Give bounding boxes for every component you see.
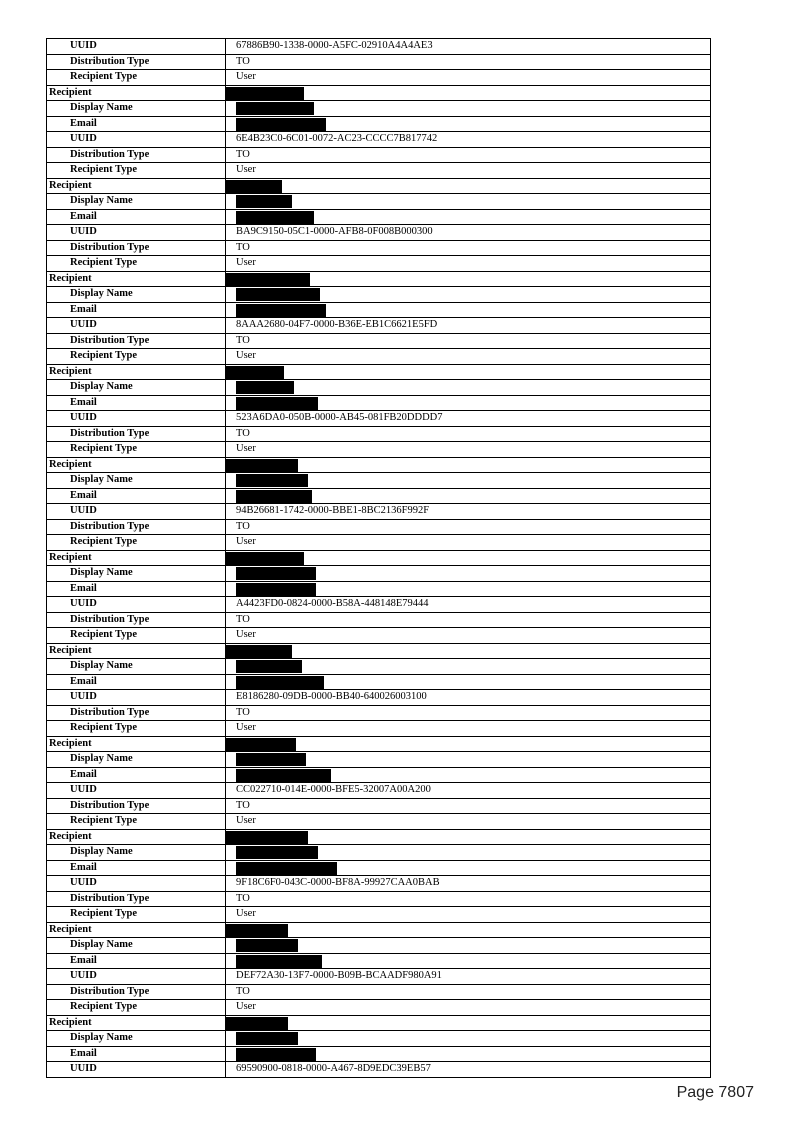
redaction-bar (236, 753, 306, 766)
field-label: Recipient (47, 736, 226, 752)
distribution-type-row (47, 984, 711, 1000)
redaction-bar (226, 87, 304, 100)
field-value (226, 1031, 711, 1047)
redaction-bar (236, 567, 316, 580)
field-value: A4423FD0-0824-0000-B58A-448148E79444 (226, 597, 711, 613)
email-row (47, 581, 711, 597)
field-label: Display Name (47, 1031, 226, 1047)
field-label: Email (47, 767, 226, 783)
recipient-type-row (47, 163, 711, 179)
distribution-type-row (47, 705, 711, 721)
field-value: TO (226, 333, 711, 349)
field-label: Recipient Type (47, 535, 226, 551)
field-value: User (226, 70, 711, 86)
field-label: Recipient (47, 829, 226, 845)
field-value: TO (226, 891, 711, 907)
redaction-bar (236, 939, 298, 952)
field-value (226, 860, 711, 876)
recipient-type-row (47, 535, 711, 551)
field-label: Distribution Type (47, 333, 226, 349)
distribution-type-row (47, 333, 711, 349)
field-label: Distribution Type (47, 519, 226, 535)
redaction-bar (226, 552, 304, 565)
redaction-bar (236, 862, 337, 875)
field-value: TO (226, 519, 711, 535)
field-label: UUID (47, 690, 226, 706)
field-label: UUID (47, 411, 226, 427)
field-value: 8AAA2680-04F7-0000-B36E-EB1C6621E5FD (226, 318, 711, 334)
distribution-type-row (47, 798, 711, 814)
field-label: Display Name (47, 659, 226, 675)
email-row (47, 209, 711, 225)
redaction-bar (226, 273, 310, 286)
field-label: UUID (47, 597, 226, 613)
field-value (226, 643, 711, 659)
field-value (226, 581, 711, 597)
field-value (226, 194, 711, 210)
display-name-row (47, 566, 711, 582)
recipient-type-row (47, 814, 711, 830)
email-row (47, 674, 711, 690)
field-value: User (226, 1000, 711, 1016)
field-value: 523A6DA0-050B-0000-AB45-081FB20DDDD7 (226, 411, 711, 427)
page-number: Page 7807 (676, 1084, 754, 1101)
recipient-row (47, 1015, 711, 1031)
field-value: User (226, 721, 711, 737)
field-value (226, 287, 711, 303)
redaction-bar (226, 459, 298, 472)
field-value (226, 829, 711, 845)
field-label: Recipient Type (47, 907, 226, 923)
field-value: User (226, 163, 711, 179)
redaction-bar (236, 769, 331, 782)
field-value (226, 380, 711, 396)
email-row (47, 395, 711, 411)
field-value: 69590900-0818-0000-A467-8D9EDC39EB57 (226, 1062, 711, 1078)
field-label: Recipient Type (47, 256, 226, 272)
field-label: Email (47, 581, 226, 597)
field-value (226, 271, 711, 287)
display-name-row (47, 659, 711, 675)
field-label: Email (47, 953, 226, 969)
recipient-type-row (47, 907, 711, 923)
field-label: Recipient Type (47, 163, 226, 179)
field-value (226, 1015, 711, 1031)
field-label: Recipient (47, 550, 226, 566)
distribution-type-row (47, 54, 711, 70)
field-label: Recipient Type (47, 70, 226, 86)
field-label: Display Name (47, 101, 226, 117)
field-label: UUID (47, 318, 226, 334)
field-value: 94B26681-1742-0000-BBE1-8BC2136F992F (226, 504, 711, 520)
field-label: Recipient Type (47, 628, 226, 644)
field-label: Distribution Type (47, 705, 226, 721)
recipient-row (47, 364, 711, 380)
display-name-row (47, 752, 711, 768)
field-label: Recipient (47, 457, 226, 473)
field-value (226, 302, 711, 318)
field-value: E8186280-09DB-0000-BB40-640026003100 (226, 690, 711, 706)
recipient-row (47, 829, 711, 845)
field-value: TO (226, 984, 711, 1000)
field-label: Email (47, 395, 226, 411)
uuid-row (47, 504, 711, 520)
field-value (226, 566, 711, 582)
uuid-row (47, 690, 711, 706)
email-row (47, 1046, 711, 1062)
redaction-bar (236, 211, 314, 224)
redaction-bar (236, 1032, 298, 1045)
field-label: Recipient Type (47, 349, 226, 365)
field-value (226, 1046, 711, 1062)
uuid-row (47, 411, 711, 427)
email-row (47, 116, 711, 132)
redaction-bar (236, 118, 326, 131)
field-label: UUID (47, 225, 226, 241)
field-value: User (226, 349, 711, 365)
email-row (47, 953, 711, 969)
recipient-row (47, 85, 711, 101)
email-row (47, 767, 711, 783)
field-value: 67886B90-1338-0000-A5FC-02910A4A4AE3 (226, 39, 711, 55)
field-value: 9F18C6F0-043C-0000-BF8A-99927CAA0BAB (226, 876, 711, 892)
uuid-row (47, 225, 711, 241)
field-value: User (226, 628, 711, 644)
field-label: Display Name (47, 845, 226, 861)
field-label: Distribution Type (47, 54, 226, 70)
uuid-row (47, 783, 711, 799)
display-name-row (47, 101, 711, 117)
redaction-bar (236, 304, 326, 317)
distribution-type-row (47, 612, 711, 628)
field-value: User (226, 535, 711, 551)
field-value: TO (226, 54, 711, 70)
recipient-type-row (47, 349, 711, 365)
recipient-row (47, 178, 711, 194)
redaction-bar (236, 846, 318, 859)
redaction-bar (226, 645, 292, 658)
field-label: UUID (47, 876, 226, 892)
recipient-row (47, 736, 711, 752)
field-label: Distribution Type (47, 798, 226, 814)
field-label: Recipient (47, 85, 226, 101)
recipient-type-row (47, 1000, 711, 1016)
field-value (226, 364, 711, 380)
field-value: TO (226, 798, 711, 814)
recipient-row (47, 550, 711, 566)
redaction-bar (226, 738, 296, 751)
field-value: TO (226, 612, 711, 628)
field-value: TO (226, 705, 711, 721)
field-value: TO (226, 426, 711, 442)
uuid-row (47, 1062, 711, 1078)
recipient-type-row (47, 628, 711, 644)
field-label: Email (47, 860, 226, 876)
email-row (47, 488, 711, 504)
recipient-row (47, 457, 711, 473)
redaction-bar (236, 583, 316, 596)
distribution-type-row (47, 240, 711, 256)
field-label: UUID (47, 969, 226, 985)
field-label: Email (47, 674, 226, 690)
field-value (226, 550, 711, 566)
field-label: UUID (47, 504, 226, 520)
distribution-type-row (47, 147, 711, 163)
field-label: UUID (47, 132, 226, 148)
display-name-row (47, 473, 711, 489)
display-name-row (47, 845, 711, 861)
recipient-row (47, 271, 711, 287)
uuid-row (47, 132, 711, 148)
field-label: Email (47, 116, 226, 132)
field-value (226, 845, 711, 861)
display-name-row (47, 380, 711, 396)
field-value: TO (226, 147, 711, 163)
field-label: Email (47, 1046, 226, 1062)
field-value (226, 659, 711, 675)
field-value (226, 178, 711, 194)
redaction-bar (236, 397, 318, 410)
field-value (226, 953, 711, 969)
redaction-bar (236, 474, 308, 487)
field-label: Distribution Type (47, 984, 226, 1000)
field-label: Display Name (47, 287, 226, 303)
redaction-bar (236, 955, 322, 968)
field-label: Display Name (47, 752, 226, 768)
distribution-type-row (47, 426, 711, 442)
field-value (226, 922, 711, 938)
redaction-bar (236, 195, 292, 208)
field-value (226, 767, 711, 783)
field-label: Recipient Type (47, 1000, 226, 1016)
field-value: User (226, 256, 711, 272)
redaction-bar (236, 288, 320, 301)
field-label: Distribution Type (47, 147, 226, 163)
redaction-bar (236, 102, 314, 115)
field-value (226, 209, 711, 225)
email-row (47, 860, 711, 876)
redaction-bar (236, 490, 312, 503)
redaction-bar (226, 831, 308, 844)
field-value: BA9C9150-05C1-0000-AFB8-0F008B000300 (226, 225, 711, 241)
field-label: UUID (47, 39, 226, 55)
email-row (47, 302, 711, 318)
field-value (226, 938, 711, 954)
recipient-row (47, 922, 711, 938)
field-label: Distribution Type (47, 891, 226, 907)
field-value (226, 101, 711, 117)
recipient-type-row (47, 256, 711, 272)
field-value (226, 457, 711, 473)
uuid-row (47, 39, 711, 55)
field-value (226, 736, 711, 752)
field-label: Recipient (47, 178, 226, 194)
field-value (226, 85, 711, 101)
display-name-row (47, 938, 711, 954)
field-label: Distribution Type (47, 240, 226, 256)
field-value: User (226, 814, 711, 830)
field-label: Recipient (47, 1015, 226, 1031)
field-label: Recipient (47, 922, 226, 938)
field-label: Email (47, 302, 226, 318)
display-name-row (47, 1031, 711, 1047)
field-label: Display Name (47, 473, 226, 489)
field-label: Display Name (47, 938, 226, 954)
uuid-row (47, 318, 711, 334)
field-label: Email (47, 209, 226, 225)
field-label: Recipient Type (47, 814, 226, 830)
field-label: Recipient Type (47, 721, 226, 737)
field-value (226, 752, 711, 768)
recipient-type-row (47, 442, 711, 458)
field-label: Display Name (47, 194, 226, 210)
redaction-bar (236, 660, 302, 673)
field-label: Recipient (47, 364, 226, 380)
field-label: Distribution Type (47, 426, 226, 442)
field-label: Display Name (47, 380, 226, 396)
field-value (226, 116, 711, 132)
redaction-bar (236, 381, 294, 394)
distribution-type-row (47, 891, 711, 907)
uuid-row (47, 969, 711, 985)
uuid-row (47, 597, 711, 613)
redaction-bar (226, 180, 282, 193)
redaction-bar (226, 924, 288, 937)
field-value (226, 674, 711, 690)
recipient-type-row (47, 721, 711, 737)
field-value (226, 488, 711, 504)
field-value: TO (226, 240, 711, 256)
field-label: UUID (47, 783, 226, 799)
field-label: Recipient Type (47, 442, 226, 458)
field-label: Email (47, 488, 226, 504)
redaction-bar (236, 676, 324, 689)
recipient-row (47, 643, 711, 659)
field-label: Recipient (47, 271, 226, 287)
recipient-table (46, 38, 711, 1078)
field-value: DEF72A30-13F7-0000-B09B-BCAADF980A91 (226, 969, 711, 985)
field-value: 6E4B23C0-6C01-0072-AC23-CCCC7B817742 (226, 132, 711, 148)
field-label: UUID (47, 1062, 226, 1078)
display-name-row (47, 287, 711, 303)
redaction-bar (226, 1017, 288, 1030)
field-label: Recipient (47, 643, 226, 659)
field-value: User (226, 442, 711, 458)
distribution-type-row (47, 519, 711, 535)
uuid-row (47, 876, 711, 892)
display-name-row (47, 194, 711, 210)
redaction-bar (226, 366, 284, 379)
field-value: User (226, 907, 711, 923)
field-label: Distribution Type (47, 612, 226, 628)
field-value (226, 395, 711, 411)
field-value: CC022710-014E-0000-BFE5-32007A00A200 (226, 783, 711, 799)
field-label: Display Name (47, 566, 226, 582)
field-value (226, 473, 711, 489)
redaction-bar (236, 1048, 316, 1061)
recipient-type-row (47, 70, 711, 86)
